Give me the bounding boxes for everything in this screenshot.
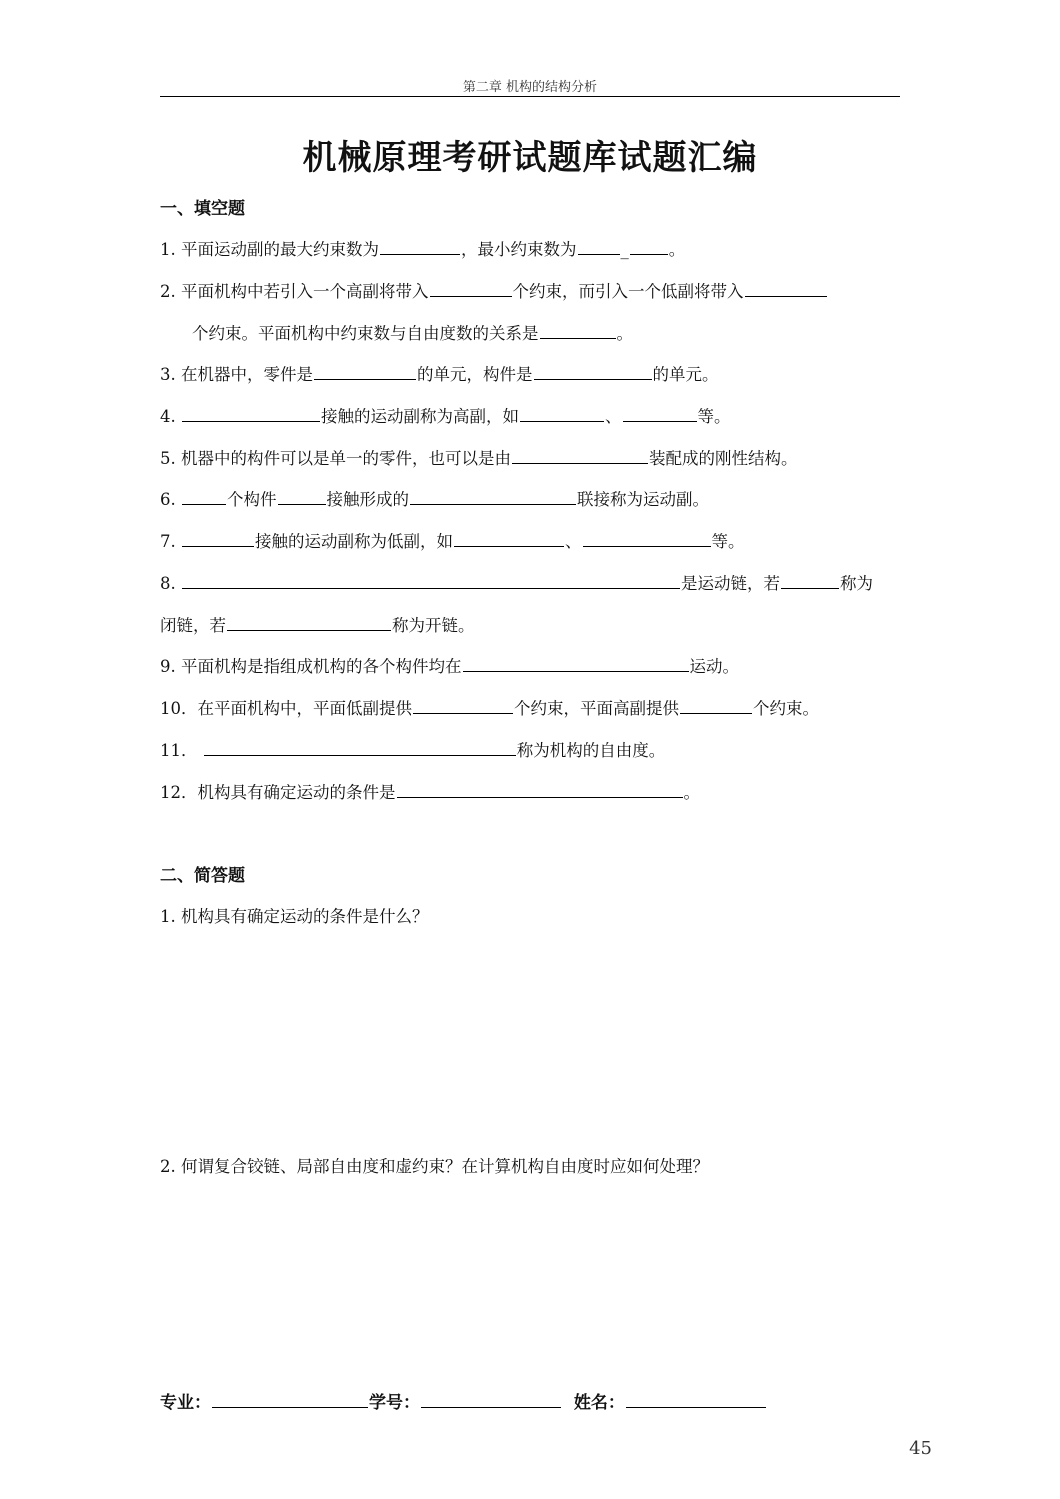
question-7 — [160, 528, 905, 552]
question-9 — [160, 653, 905, 677]
answer-blank[interactable] — [397, 796, 683, 798]
question-text: 个约束，平面高副提供 — [514, 699, 679, 718]
running-header: 第二章 机构的结构分析 — [462, 80, 598, 95]
question-text: 运动。 — [689, 657, 739, 676]
question-text: 个约束，而引入一个低副将带入 — [512, 282, 744, 301]
answer-blank[interactable] — [463, 670, 689, 672]
answer-blank[interactable] — [745, 295, 827, 297]
question-text: 接触的运动副称为低副，如 — [255, 532, 453, 551]
question-text: 、 — [605, 407, 622, 426]
question-text: 7. — [160, 532, 181, 551]
question-text: 个约束。平面机构中约束数与自由度数的关系是 — [192, 324, 539, 343]
question-text: 9. 平面机构是指组成机构的各个构件均在 — [160, 657, 462, 676]
major-label: 专业： — [160, 1393, 211, 1413]
question-text: 8. — [160, 574, 181, 593]
question-text: 个构件 — [227, 490, 277, 509]
question-8-continued — [160, 612, 905, 636]
question-2-continued — [192, 320, 937, 344]
major-field[interactable] — [212, 1406, 368, 1408]
question-6 — [160, 486, 905, 510]
question-8 — [160, 570, 905, 594]
page-title: 机械原理考研试题库试题汇编 — [302, 138, 758, 178]
question-text: 个约束。 — [753, 699, 819, 718]
answer-blank[interactable] — [454, 545, 564, 547]
question-text: 2. 平面机构中若引入一个高副将带入 — [160, 282, 429, 301]
answer-blank[interactable] — [520, 420, 604, 422]
question-text: 等。 — [711, 532, 745, 551]
answer-blank[interactable] — [380, 253, 460, 255]
question-text: 6. — [160, 490, 181, 509]
question-text: 10．在平面机构中，平面低副提供 — [160, 699, 412, 718]
answer-blank[interactable] — [182, 503, 226, 505]
answer-blank[interactable] — [204, 754, 516, 756]
question-text: 称为开链。 — [392, 616, 475, 635]
answer-blank[interactable] — [512, 462, 648, 464]
answer-blank[interactable] — [182, 587, 680, 589]
answer-blank[interactable] — [578, 253, 620, 255]
question-text: 3. 在机器中，零件是 — [160, 365, 313, 384]
question-text: 是运动链，若 — [681, 574, 780, 593]
answer-blank[interactable] — [182, 545, 254, 547]
answer-blank[interactable] — [781, 587, 839, 589]
question-1 — [160, 236, 905, 260]
answer-blank[interactable] — [630, 253, 668, 255]
answer-blank[interactable] — [583, 545, 711, 547]
answer-blank[interactable] — [227, 629, 391, 631]
question-text: 的单元，构件是 — [417, 365, 533, 384]
answer-blank[interactable] — [680, 712, 752, 714]
student-id-label: 学号： — [369, 1393, 420, 1413]
question-text: ，最小约束数为 — [461, 240, 577, 259]
question-4 — [160, 403, 905, 427]
question-text: 等。 — [697, 407, 731, 426]
question-text: 。 — [683, 783, 700, 802]
question-11 — [160, 737, 905, 761]
question-text: 联接称为运动副。 — [577, 490, 709, 509]
question-text: _ — [620, 240, 629, 259]
question-12 — [160, 779, 905, 803]
header-rule — [160, 96, 900, 97]
answer-blank[interactable] — [182, 420, 320, 422]
question-text: 1. 平面运动副的最大约束数为 — [160, 240, 379, 259]
question-text: 4. — [160, 407, 181, 426]
question-text: 、 — [565, 532, 582, 551]
question-3 — [160, 361, 905, 385]
answer-blank[interactable] — [623, 420, 697, 422]
question-text: 5. 机器中的构件可以是单一的零件，也可以是由 — [160, 449, 511, 468]
short-answer-question-1: 1. 机构具有确定运动的条件是什么？ — [160, 907, 429, 926]
answer-blank[interactable] — [413, 712, 513, 714]
question-text: 称为 — [840, 574, 873, 593]
question-text: 11． — [160, 741, 203, 760]
answer-blank[interactable] — [534, 378, 652, 380]
question-text: 装配成的刚性结构。 — [649, 449, 798, 468]
name-label: 姓名： — [573, 1393, 625, 1413]
name-field[interactable] — [626, 1406, 766, 1408]
question-text: 接触形成的 — [326, 490, 409, 509]
answer-blank[interactable] — [410, 503, 576, 505]
question-text: 12．机构具有确定运动的条件是 — [160, 783, 396, 802]
answer-blank[interactable] — [314, 378, 416, 380]
question-text: 。 — [616, 324, 633, 343]
page-number: 45 — [909, 1438, 932, 1459]
question-10 — [160, 695, 905, 719]
section-heading-fill-in: 一、填空题 — [160, 199, 245, 219]
question-text: 的单元。 — [652, 365, 719, 384]
question-text: 称为机构的自由度。 — [516, 741, 666, 760]
student-info-footer — [160, 1388, 767, 1413]
student-id-field[interactable] — [421, 1406, 561, 1408]
answer-blank[interactable] — [540, 337, 616, 339]
answer-blank[interactable] — [430, 295, 512, 297]
question-text: 闭链，若 — [160, 616, 226, 635]
short-answer-question-2: 2. 何谓复合铰链、局部自由度和虚约束？在计算机构自由度时应如何处理？ — [160, 1157, 709, 1176]
question-2 — [160, 278, 905, 302]
question-5 — [160, 445, 905, 469]
question-text: 接触的运动副称为高副，如 — [321, 407, 519, 426]
question-text: 。 — [668, 240, 686, 259]
section-heading-short-answer: 二、简答题 — [160, 866, 245, 886]
answer-blank[interactable] — [278, 503, 326, 505]
